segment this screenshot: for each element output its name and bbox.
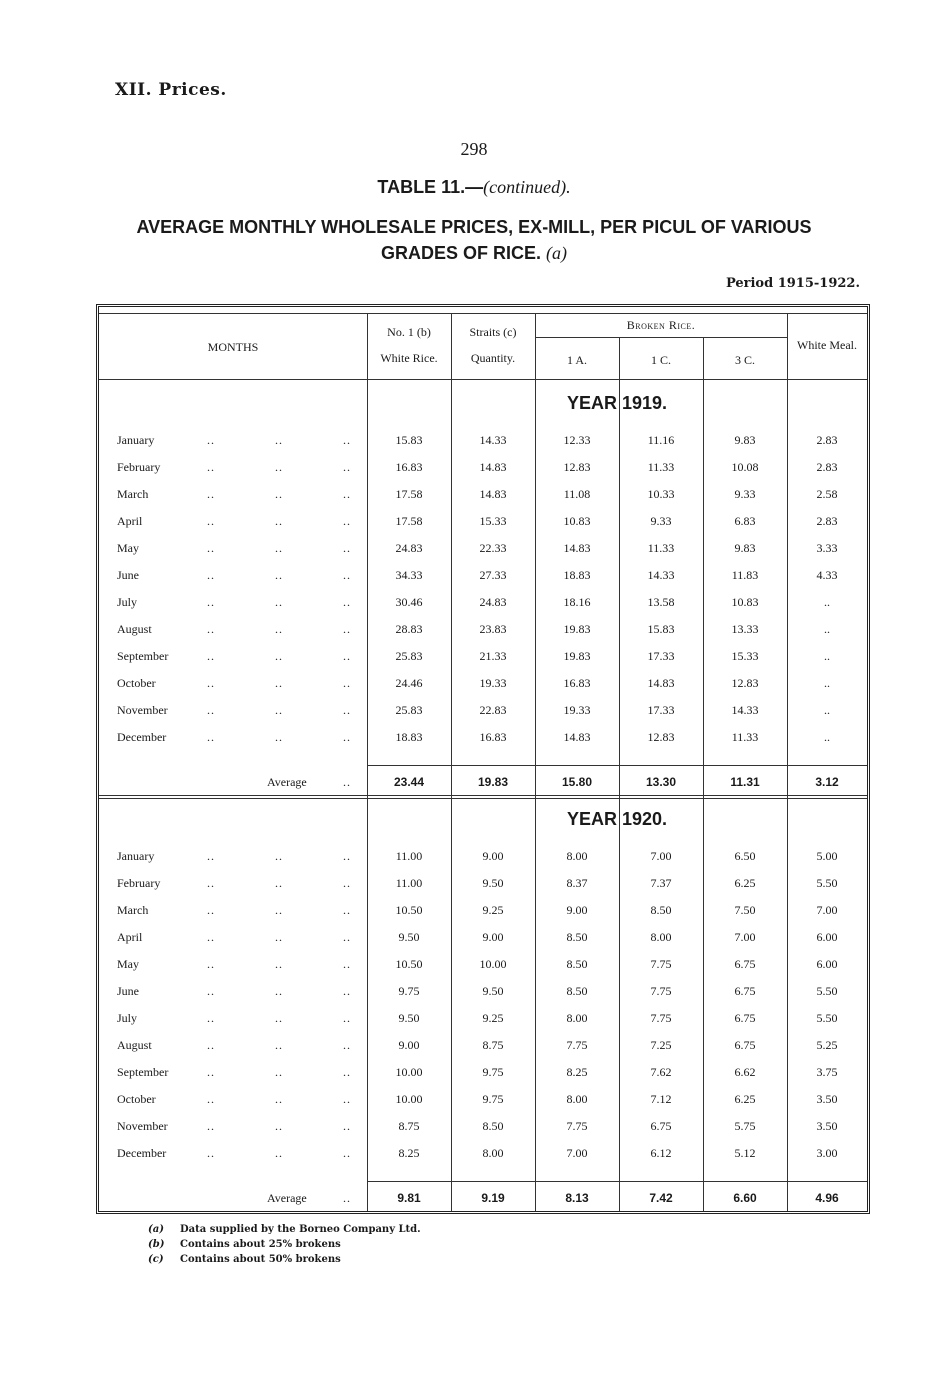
header-top-rule [99,313,867,314]
price-cell: 11.00 [395,876,423,890]
leader-dots: .. [207,1038,215,1052]
price-cell: 15.83 [647,622,675,636]
leader-dots: .. [343,514,351,528]
average-rule [367,765,867,766]
leader-dots: .. [343,433,351,447]
price-cell: 15.33 [731,649,759,663]
price-cell: 7.75 [650,984,672,998]
year-separator-rule [99,795,867,796]
price-cell: 8.37 [566,876,588,890]
leader-dots: .. [275,487,283,501]
price-cell: 8.00 [650,930,672,944]
price-cell: 6.12 [650,1146,672,1160]
price-cell: 27.33 [479,568,507,582]
price-cell: 34.33 [395,568,423,582]
leader-dots: .. [207,1065,215,1079]
price-cell: .. [824,703,830,717]
section-heading: XII. Prices. [115,80,227,100]
price-cell: .. [824,595,830,609]
price-cell: 14.83 [563,541,591,555]
price-cell: 9.75 [482,1065,504,1079]
price-cell: 18.83 [395,730,423,744]
price-cell: 7.00 [816,903,838,917]
leader-dots: .. [275,984,283,998]
average-rule [367,1181,867,1182]
price-cell: 14.83 [479,460,507,474]
leader-dots: .. [275,1119,283,1133]
average-cell: 4.96 [815,1191,839,1205]
leader-dots: .. [343,649,351,663]
price-cell: 11.33 [647,460,675,474]
leader-dots: .. [207,984,215,998]
leader-dots: .. [343,849,351,863]
price-cell: 16.83 [563,676,591,690]
price-cell: .. [824,676,830,690]
table-title-continued: (continued). [483,177,571,197]
header-bottom-rule [99,379,867,380]
price-cell: 9.33 [734,487,756,501]
price-cell: 10.50 [395,903,423,917]
leader-dots: .. [207,849,215,863]
price-cell: 19.83 [563,622,591,636]
price-cell: 9.75 [398,984,420,998]
price-cell: 30.46 [395,595,423,609]
leader-dots: .. [275,703,283,717]
price-cell: 3.33 [816,541,838,555]
price-cell: .. [824,622,830,636]
header-broken-rice: Broken Rice. [626,318,696,332]
price-cell: 8.50 [566,930,588,944]
month-label: June [117,568,139,582]
price-cell: 3.50 [816,1119,838,1133]
broken-rice-rule [535,337,787,338]
leader-dots: .. [343,930,351,944]
leader-dots: .. [207,1011,215,1025]
leader-dots: .. [275,957,283,971]
leader-dots: .. [275,903,283,917]
leader-dots: .. [343,703,351,717]
price-cell: 10.83 [731,595,759,609]
price-cell: 11.08 [563,487,591,501]
price-cell: 9.25 [482,1011,504,1025]
year-label: YEAR 1920. [567,809,668,829]
leader-dots: .. [275,676,283,690]
footnote-text: Contains about 25% brokens [180,1239,341,1250]
price-cell: 10.33 [647,487,675,501]
price-cell: 17.33 [647,703,675,717]
price-cell: 12.83 [647,730,675,744]
average-cell: 3.12 [815,775,839,789]
price-cell: 14.33 [731,703,759,717]
footnote-mark: (c) [148,1254,164,1265]
leader-dots: .. [207,622,215,636]
leader-dots: .. [207,930,215,944]
price-cell: 6.75 [650,1119,672,1133]
price-table [96,304,870,1214]
leader-dots: .. [275,514,283,528]
price-cell: 13.33 [731,622,759,636]
month-label: June [117,984,139,998]
price-cell: 17.33 [647,649,675,663]
table-title [0,177,948,198]
leader-dots: .. [207,460,215,474]
price-cell: 10.50 [395,957,423,971]
price-cell: 8.00 [482,1146,504,1160]
price-cell: 12.83 [731,676,759,690]
price-cell: 3.00 [816,1146,838,1160]
price-cell: 7.12 [650,1092,672,1106]
month-label: August [117,1038,152,1052]
month-label: April [117,930,143,944]
price-cell: 9.25 [482,903,504,917]
header-no1-line2: White Rice. [380,351,438,365]
price-cell: 3.75 [816,1065,838,1079]
leader-dots: .. [343,1065,351,1079]
price-cell: 7.00 [566,1146,588,1160]
leader-dots: .. [207,876,215,890]
average-cell: 11.31 [730,775,760,789]
price-cell: 7.37 [650,876,672,890]
footnote [148,1222,421,1237]
month-label: May [117,541,139,555]
leader-dots: .. [343,1011,351,1025]
price-cell: 2.58 [816,487,838,501]
leader-dots: .. [207,568,215,582]
leader-dots: .. [275,1146,283,1160]
price-cell: 14.83 [563,730,591,744]
month-label: February [117,460,161,474]
leader-dots: .. [207,1146,215,1160]
leader-dots: .. [275,622,283,636]
leader-dots: .. [275,1011,283,1025]
price-cell: 9.83 [734,433,756,447]
header-1a: 1 A. [566,353,587,367]
leader-dots: .. [343,568,351,582]
price-cell: 11.16 [647,433,675,447]
price-cell: .. [824,649,830,663]
average-cell: 8.13 [565,1191,589,1205]
price-cell: 16.83 [395,460,423,474]
price-cell: 14.33 [647,568,675,582]
month-label: July [117,1011,138,1025]
month-label: July [117,595,138,609]
leader-dots: .. [275,1065,283,1079]
price-cell: 14.83 [647,676,675,690]
price-cell: 8.50 [566,984,588,998]
average-label: Average [267,775,307,789]
leader-dots: .. [343,460,351,474]
price-cell: 9.50 [398,930,420,944]
price-cell: 15.83 [395,433,423,447]
table-heading-line-1: AVERAGE MONTHLY WHOLESALE PRICES, EX-MILL, PER PICUL OF VARIOUS [136,217,812,237]
price-cell: 7.00 [734,930,756,944]
month-label: April [117,514,143,528]
month-label: September [117,649,169,663]
price-cell: 6.25 [734,876,756,890]
price-cell: 22.33 [479,541,507,555]
price-cell: 6.75 [734,984,756,998]
price-cell: 6.62 [734,1065,756,1079]
average-cell: 23.44 [393,775,425,789]
leader-dots: .. [343,622,351,636]
price-cell: 7.62 [650,1065,672,1079]
leader-dots: .. [343,903,351,917]
price-cell: 7.75 [650,1011,672,1025]
price-cell: 8.75 [398,1119,420,1133]
leader-dots: .. [275,568,283,582]
month-label: October [117,1092,156,1106]
price-cell: 6.00 [816,957,838,971]
leader-dots: .. [343,541,351,555]
header-3c: 3 C. [734,353,755,367]
price-cell: 10.00 [479,957,507,971]
price-cell: 12.83 [563,460,591,474]
price-cell: 12.33 [563,433,591,447]
leader-dots: .. [343,1119,351,1133]
table-heading-line-2-text: GRADES OF RICE. [380,243,541,263]
leader-dots: .. [207,676,215,690]
leader-dots: .. [207,514,215,528]
price-cell: 15.33 [479,514,507,528]
period-label: Period 1915-1922. [725,276,860,291]
price-cell: 9.00 [482,930,504,944]
price-cell: 13.58 [647,595,675,609]
leader-dots: .. [275,930,283,944]
price-cell: 11.00 [395,849,423,863]
month-label: November [117,1119,168,1133]
leader-dots: .. [207,957,215,971]
table-title-main: TABLE 11.— [377,177,484,197]
price-cell: .. [824,730,830,744]
price-cell: 8.00 [566,849,588,863]
leader-dots: .. [275,730,283,744]
price-cell: 9.33 [650,514,672,528]
average-cell: 19.83 [477,775,509,789]
price-cell: 7.00 [650,849,672,863]
price-cell: 3.50 [816,1092,838,1106]
price-cell: 6.75 [734,1038,756,1052]
month-label: May [117,957,139,971]
leader-dots: .. [207,903,215,917]
price-cell: 28.83 [395,622,423,636]
price-cell: 16.83 [479,730,507,744]
price-cell: 24.83 [479,595,507,609]
price-cell: 11.33 [731,730,759,744]
month-label: March [117,487,149,501]
price-cell: 18.83 [563,568,591,582]
price-cell: 7.75 [566,1038,588,1052]
leader-dots: .. [207,433,215,447]
leader-dots: .. [275,460,283,474]
price-cell: 10.83 [563,514,591,528]
price-cell: 18.16 [563,595,591,609]
footnote-mark: (a) [148,1224,164,1235]
price-cell: 9.83 [734,541,756,555]
month-label: March [117,903,149,917]
leader-dots: .. [275,595,283,609]
price-cell: 11.83 [731,568,759,582]
price-cell: 4.33 [816,568,838,582]
month-label: November [117,703,168,717]
average-cell: 15.80 [561,775,593,789]
price-cell: 6.50 [734,849,756,863]
price-cell: 9.00 [566,903,588,917]
price-cell: 23.83 [479,622,507,636]
month-label: December [117,1146,167,1160]
price-cell: 25.83 [395,649,423,663]
leader-dots: .. [343,595,351,609]
leader-dots: .. [207,649,215,663]
price-cell: 5.50 [816,1011,838,1025]
leader-dots: .. [275,876,283,890]
leader-dots: .. [275,1038,283,1052]
price-cell: 24.46 [395,676,423,690]
leader-dots: .. [343,676,351,690]
price-cell: 5.25 [816,1038,838,1052]
price-cell: 11.33 [647,541,675,555]
leader-dots: .. [343,730,351,744]
price-cell: 5.50 [816,984,838,998]
table-heading-footnote-ref: (a) [546,243,568,263]
average-label: Average [267,1191,307,1205]
price-cell: 8.50 [482,1119,504,1133]
price-cell: 8.25 [566,1065,588,1079]
footnote-text: Data supplied by the Borneo Company Ltd. [180,1224,421,1235]
footnote-text: Contains about 50% brokens [180,1254,341,1265]
header-straits-line2: Quantity. [470,351,516,365]
price-cell: 2.83 [816,433,838,447]
leader-dots: .. [207,703,215,717]
price-cell: 6.75 [734,957,756,971]
leader-dots: .. [343,1038,351,1052]
leader-dots: .. [207,730,215,744]
price-cell: 7.25 [650,1038,672,1052]
leader-dots: .. [207,541,215,555]
leader-dots: .. [207,595,215,609]
leader-dots: .. [207,1092,215,1106]
price-cell: 17.58 [395,487,423,501]
average-cell: 9.19 [481,1191,505,1205]
leader-dots: .. [343,487,351,501]
price-cell: 7.75 [566,1119,588,1133]
month-label: January [117,433,155,447]
leader-dots: .. [343,1191,351,1205]
header-months: MONTHS [207,340,259,354]
price-cell: 14.83 [479,487,507,501]
year-label: YEAR 1919. [567,393,668,413]
leader-dots: .. [207,487,215,501]
average-cell: 13.30 [645,775,677,789]
table-heading-line-2 [0,243,948,264]
leader-dots: .. [275,541,283,555]
leader-dots: .. [207,1119,215,1133]
month-label: October [117,676,156,690]
price-cell: 9.50 [398,1011,420,1025]
price-cell: 21.33 [479,649,507,663]
leader-dots: .. [275,1092,283,1106]
leader-dots: .. [343,1092,351,1106]
price-cell: 6.25 [734,1092,756,1106]
price-cell: 9.50 [482,876,504,890]
price-cell: 8.75 [482,1038,504,1052]
price-cell: 10.00 [395,1092,423,1106]
month-label: February [117,876,161,890]
footnote [148,1252,421,1267]
price-cell: 24.83 [395,541,423,555]
month-label: September [117,1065,169,1079]
price-cell: 19.83 [563,649,591,663]
price-cell: 5.00 [816,849,838,863]
leader-dots: .. [275,649,283,663]
price-cell: 5.12 [734,1146,756,1160]
footnote-mark: (b) [148,1239,165,1250]
price-cell: 9.50 [482,984,504,998]
price-cell: 6.00 [816,930,838,944]
leader-dots: .. [275,433,283,447]
header-1c: 1 C. [650,353,671,367]
leader-dots: .. [343,957,351,971]
year-separator-rule [99,798,867,799]
footnote [148,1237,421,1252]
price-cell: 19.33 [563,703,591,717]
average-cell: 9.81 [397,1191,421,1205]
price-cell: 9.00 [398,1038,420,1052]
leader-dots: .. [343,1146,351,1160]
price-cell: 19.33 [479,676,507,690]
average-cell: 7.42 [649,1191,673,1205]
price-cell: 22.83 [479,703,507,717]
price-cell: 14.33 [479,433,507,447]
footnotes [148,1222,421,1267]
header-straits-line1: Straits (c) [469,325,517,339]
price-cell: 7.50 [734,903,756,917]
price-cell: 25.83 [395,703,423,717]
page-number: 298 [460,139,488,159]
price-cell: 10.00 [395,1065,423,1079]
price-cell: 8.50 [650,903,672,917]
price-cell: 17.58 [395,514,423,528]
price-cell: 7.75 [650,957,672,971]
leader-dots: .. [275,849,283,863]
price-cell: 6.83 [734,514,756,528]
price-cell: 10.08 [731,460,759,474]
price-cell: 9.75 [482,1092,504,1106]
leader-dots: .. [343,775,351,789]
leader-dots: .. [343,984,351,998]
price-cell: 8.00 [566,1011,588,1025]
leader-dots: .. [343,876,351,890]
price-cell: 5.75 [734,1119,756,1133]
price-cell: 5.50 [816,876,838,890]
month-label: August [117,622,152,636]
month-label: January [117,849,155,863]
average-cell: 6.60 [733,1191,757,1205]
price-cell: 8.00 [566,1092,588,1106]
price-cell: 8.50 [566,957,588,971]
month-label: December [117,730,167,744]
header-no1-line1: No. 1 (b) [387,325,431,339]
price-cell: 2.83 [816,514,838,528]
price-cell: 8.25 [398,1146,420,1160]
price-cell: 2.83 [816,460,838,474]
price-cell: 6.75 [734,1011,756,1025]
price-cell: 9.00 [482,849,504,863]
header-white-meal: White Meal. [797,338,857,352]
